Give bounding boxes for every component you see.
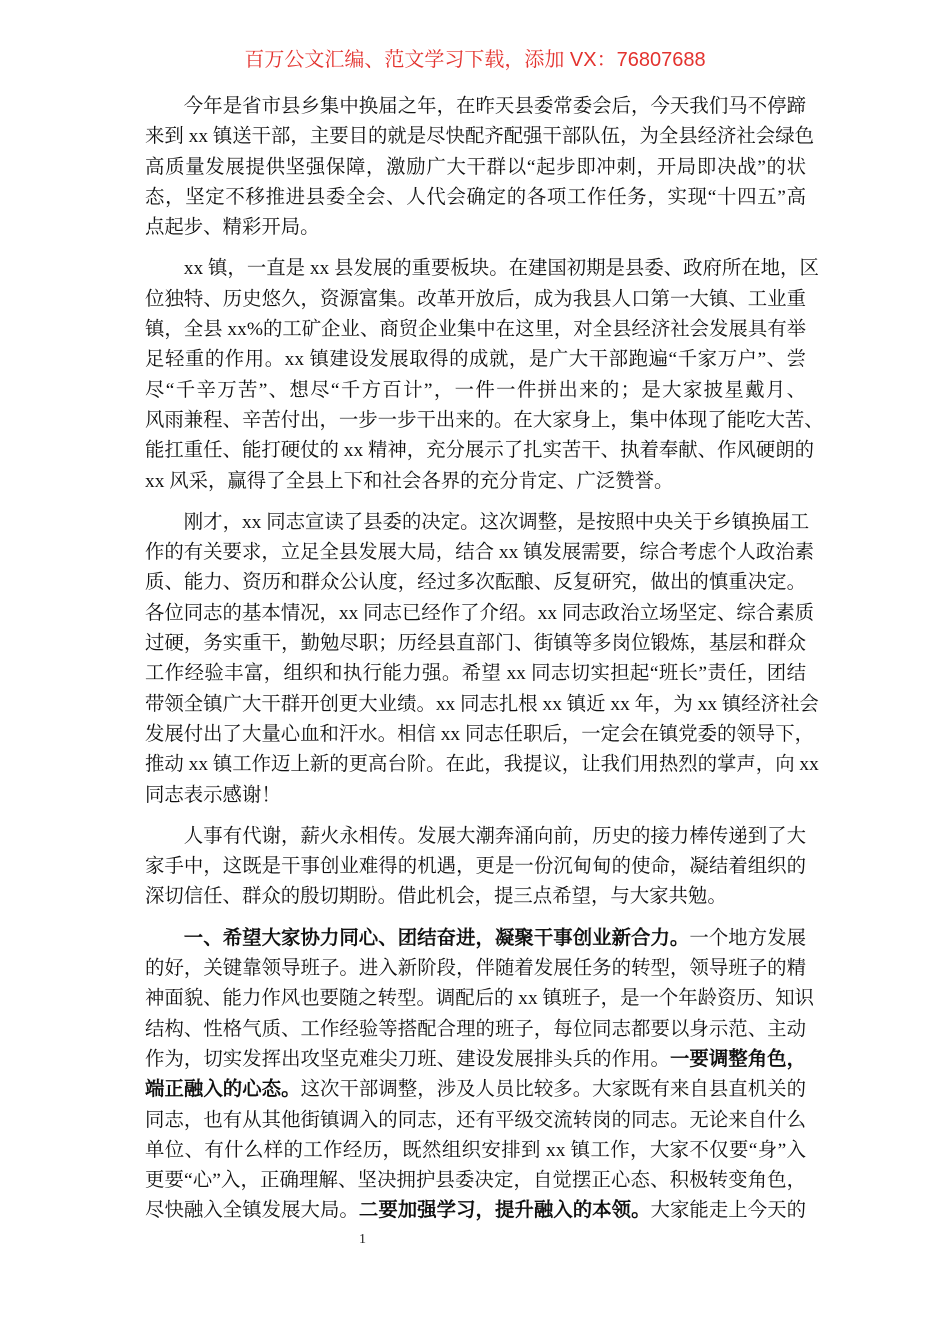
bold-heading-text: 一、希望大家协力同心、团结奋进，凝聚干事创业新合力。 [183, 927, 690, 949]
body-text: 各位同志的基本情况，xx 同志已经作了介绍。xx 同志政治立场坚定、综合素质 [145, 602, 814, 624]
text-line [145, 538, 814, 568]
text-line [145, 436, 814, 466]
text-line [145, 659, 806, 689]
body-text: 作为，切实发挥出攻坚克难尖刀班、建设发展排头兵的作用。 [145, 1048, 670, 1070]
text-line [145, 467, 806, 497]
text-line [145, 568, 806, 598]
text-line [145, 1196, 806, 1226]
body-text: 发展付出了大量心血和汗水。相信 xx 同志任职后，一定会在镇党委的领导下， [145, 723, 814, 745]
body-text: 同志表示感谢！ [145, 784, 281, 806]
text-line [145, 599, 814, 629]
text-line [145, 183, 806, 213]
bold-heading-text: 一要调整角色， [669, 1048, 806, 1070]
body-text: 来到 xx 镇送干部，主要目的就是尽快配齐配强干部队伍，为全县经济社会绿色 [145, 126, 814, 148]
body-text: 今年是省市县乡集中换届之年，在昨天县委常委会后，今天我们马不停蹄 [183, 96, 806, 117]
body-text: 神面貌、能力作风也要随之转型。调配后的 xx 镇班子，是一个年龄资历、知识 [145, 988, 814, 1010]
text-line [145, 285, 806, 315]
bold-heading-text: 端正融入的心态。 [145, 1079, 301, 1101]
body-text: 一个地方发展 [689, 927, 807, 949]
body-text: 足轻重的作用。xx 镇建设发展取得的成就，是广大干部跑遍“千家万户”、尝 [145, 349, 806, 371]
body-text: 大家能走上今天的 [650, 1200, 807, 1222]
text-line [145, 122, 814, 152]
body-text: 结构、性格气质、工作经验等搭配合理的班子，每位同志都要以身示范、主动 [145, 1018, 806, 1040]
text-line [145, 406, 824, 436]
body-text: 位独特、历史悠久，资源富集。改革开放后，成为我县人口第一大镇、工业重 [145, 288, 806, 310]
document-body [145, 92, 824, 1238]
text-line [145, 750, 819, 780]
text-line [145, 822, 806, 852]
body-text: xx 镇，一直是 xx 县发展的重要板块。在建国初期是县委、政府所在地，区 [183, 258, 819, 280]
text-line [145, 153, 806, 183]
body-text: 工作经验丰富，组织和执行能力强。希望 xx 同志切实担起“班长”责任，团结 [145, 663, 806, 685]
body-text: 点起步、精彩开局。 [145, 217, 320, 239]
text-line [145, 954, 806, 984]
body-text: 更要“心”入，正确理解、坚决拥护县委决定，自觉摆正心态、积极转变角色， [145, 1170, 806, 1192]
text-line [145, 508, 810, 538]
text-line [145, 1136, 806, 1166]
text-line [145, 924, 806, 954]
text-line [145, 984, 814, 1014]
paragraph-appointment [145, 508, 819, 811]
text-line [145, 720, 814, 750]
text-line [145, 1015, 806, 1045]
body-text: 的好，关键靠领导班子。进入新阶段，伴随着发展任务的转型，领导班子的精 [145, 958, 806, 980]
body-text: 单位、有什么样的工作经历，既然组织安排到 xx 镇工作，大家不仅要“身”入 [145, 1139, 806, 1161]
bold-heading-text: 二要加强学习，提升融入的本领。 [358, 1200, 651, 1222]
paragraph-transition [145, 822, 806, 913]
text-line [145, 1106, 806, 1136]
body-text: 作的有关要求，立足全县发展大局，结合 xx 镇发展需要，综合考虑个人政治素 [145, 542, 814, 564]
body-text: 同志，也有从其他街镇调入的同志，还有平级交流转岗的同志。无论来自什么 [145, 1109, 806, 1131]
body-text: 态，坚定不移推进县委全会、人代会确定的各项工作任务，实现“十四五”高 [145, 186, 806, 208]
body-text: 能扛重任、能打硬仗的 xx 精神，充分展示了扎实苦干、执着奉献、作风硬朗的 [145, 440, 814, 462]
body-text: 深切信任、群众的殷切期盼。借此机会，提三点希望，与大家共勉。 [145, 886, 727, 908]
body-text: 镇，全县 xx%的工矿企业、商贸企业集中在这里，对全县经济社会发展具有举 [145, 319, 806, 341]
text-line [145, 92, 806, 122]
watermark-header: 百万公文汇编、范文学习下载，添加 VX：76807688 [244, 49, 706, 71]
paragraph-hope-one [145, 924, 814, 1227]
text-line [145, 1075, 806, 1105]
body-text: 尽快融入全镇发展大局。 [145, 1200, 359, 1222]
text-line [145, 1166, 806, 1196]
text-line [145, 254, 819, 284]
paragraph-intro [145, 92, 814, 243]
body-text: 风雨兼程、辛苦付出，一步一步干出来的。在大家身上，集中体现了能吃大苦、 [145, 409, 824, 431]
body-text: 质、能力、资历和群众公认度，经过多次酝酿、反复研究，做出的慎重决定。 [145, 572, 806, 594]
text-line [145, 376, 806, 406]
body-text: 人事有代谢，薪火永相传。发展大潮奔涌向前，历史的接力棒传递到了大 [183, 825, 806, 847]
text-line [145, 690, 819, 720]
body-text: 这次干部调整，涉及人员比较多。大家既有来自县直机关的 [300, 1079, 807, 1101]
text-line [145, 882, 806, 912]
text-line [145, 345, 806, 375]
body-text: 家手中，这既是干事创业难得的机遇，更是一份沉甸甸的使命，凝结着组织的 [145, 856, 806, 878]
text-line [145, 852, 806, 882]
text-line [145, 1045, 806, 1075]
text-line [145, 781, 806, 811]
body-text: 带领全镇广大干群开创更大业绩。xx 同志扎根 xx 镇近 xx 年，为 xx 镇经济社会 [145, 693, 819, 715]
text-line [145, 629, 806, 659]
body-text: 刚才，xx 同志宣读了县委的决定。这次调整，是按照中央关于乡镇换届工 [183, 511, 810, 533]
body-text: 尽“千辛万苦”、想尽“千方百计”，一件一件拼出来的；是大家披星戴月、 [145, 379, 806, 401]
body-text: 高质量发展提供坚强保障，激励广大干群以“起步即冲刺，开局即决战”的状 [145, 156, 806, 178]
page-number: 1 [359, 1232, 366, 1247]
text-line [145, 315, 806, 345]
text-line [145, 213, 806, 243]
body-text: 过硬，务实重干，勤勉尽职；历经县直部门、街镇等多岗位锻炼，基层和群众 [145, 633, 806, 655]
body-text: xx 风采，赢得了全县上下和社会各界的充分肯定、广泛赞誉。 [145, 470, 674, 492]
paragraph-town-history [145, 254, 824, 496]
body-text: 推动 xx 镇工作迈上新的更高台阶。在此，我提议，让我们用热烈的掌声，向 xx [145, 754, 819, 776]
